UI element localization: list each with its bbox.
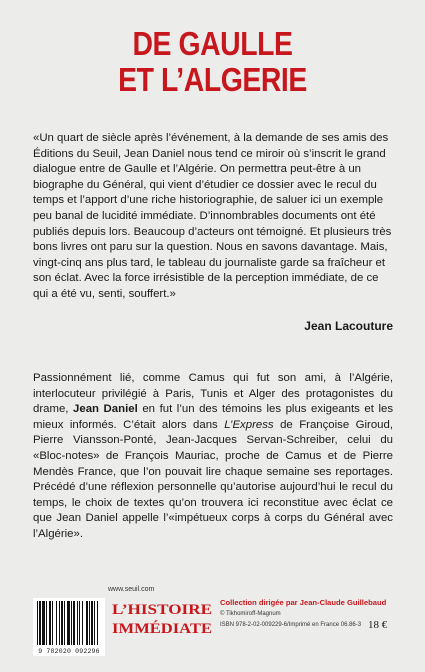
- logo-line-1: L’HISTOIRE: [112, 602, 212, 618]
- price: 18 €: [368, 619, 388, 631]
- description-text-3: de Françoise Giroud, Pierre Viansson-Ponté, Jean-Jacques Servan-Schreiber, celui du «Bloc-notes» de François Mauriac, proche de Camus et de Pierre Mendès France, que l’on pouvait lire chaque semaine ses reportages. Précédé d’une réflexion personnelle qu’autorise aujourd’hui le recul du temps, le choix de textes qu’on trouvera ici reconstitue avec éclat ce que Jean Daniel appelle l’«impétueux corps à corps du Général avec l’Algérie».: [33, 418, 394, 540]
- quote-text: «Un quart de siècle après l’événement, à la demande de ses amis des Éditions du Seuil, Jean Daniel nous tend ce miroir où s’inscrit le grand dialogue entre de Gaulle et l’Algérie. On permettra peut-être à un biographe du Général, qui vient d’étudier ce dossier avec le recul du temps et l’apport d’une riche historiographie, de saluer ici un exemple peu banal de lucidité immédiate. D’innombrables documents ont été publiés depuis lors. Beaucoup d’acteurs ont témoigné. Et plusieurs très bons livres ont paru sur la question. Nous en savons davantage. Mais, vingt-cinq ans plus tard, le tableau du journaliste garde sa fraîcheur et son éclat. Avec la force irrésistible de la perception immédiate, de ce qui a été vu, senti, souffert.»: [33, 132, 392, 300]
- barcode-bars: [37, 601, 101, 645]
- barcode-digits: 9 782020 092296: [38, 648, 100, 655]
- isbn-barcode: [33, 598, 105, 656]
- collection-logo: [110, 597, 216, 641]
- author-name: Jean Daniel: [73, 403, 138, 416]
- title-line-2: ET L’ALGERIE: [118, 61, 307, 98]
- description-paragraph: [33, 371, 393, 543]
- blurb-quote: [33, 131, 393, 303]
- quote-author: Jean Lacouture: [304, 319, 393, 333]
- isbn-line: ISBN 978-2-02-009229-6/Imprimé en France 06.86-3: [220, 622, 362, 628]
- description-text-1: Passionnément lié, comme Camus qui fut son ami, à l’Algérie, interlocuteur privilégié à Paris, Tunis et Alger des protagonistes du drame,: [33, 372, 393, 416]
- description-text-2: en fut l’un des témoins les plus exigeants et les mieux informés. C’était alors dans: [33, 403, 394, 431]
- book-description: [33, 371, 393, 543]
- collection-editor: Collection dirigée par Jean-Claude Guillebaud: [220, 598, 387, 607]
- collection-logo-graphic: [110, 597, 216, 641]
- magazine-name: L’Express: [224, 418, 274, 431]
- publisher-website: www.seuil.com: [108, 586, 155, 593]
- logo-line-2: IMMÉDIATE: [112, 621, 203, 637]
- photo-copyright: © Tikhomiroff-Magnum: [220, 611, 281, 617]
- book-title: [30, 26, 396, 98]
- title-line-1: DE GAULLE: [132, 25, 293, 62]
